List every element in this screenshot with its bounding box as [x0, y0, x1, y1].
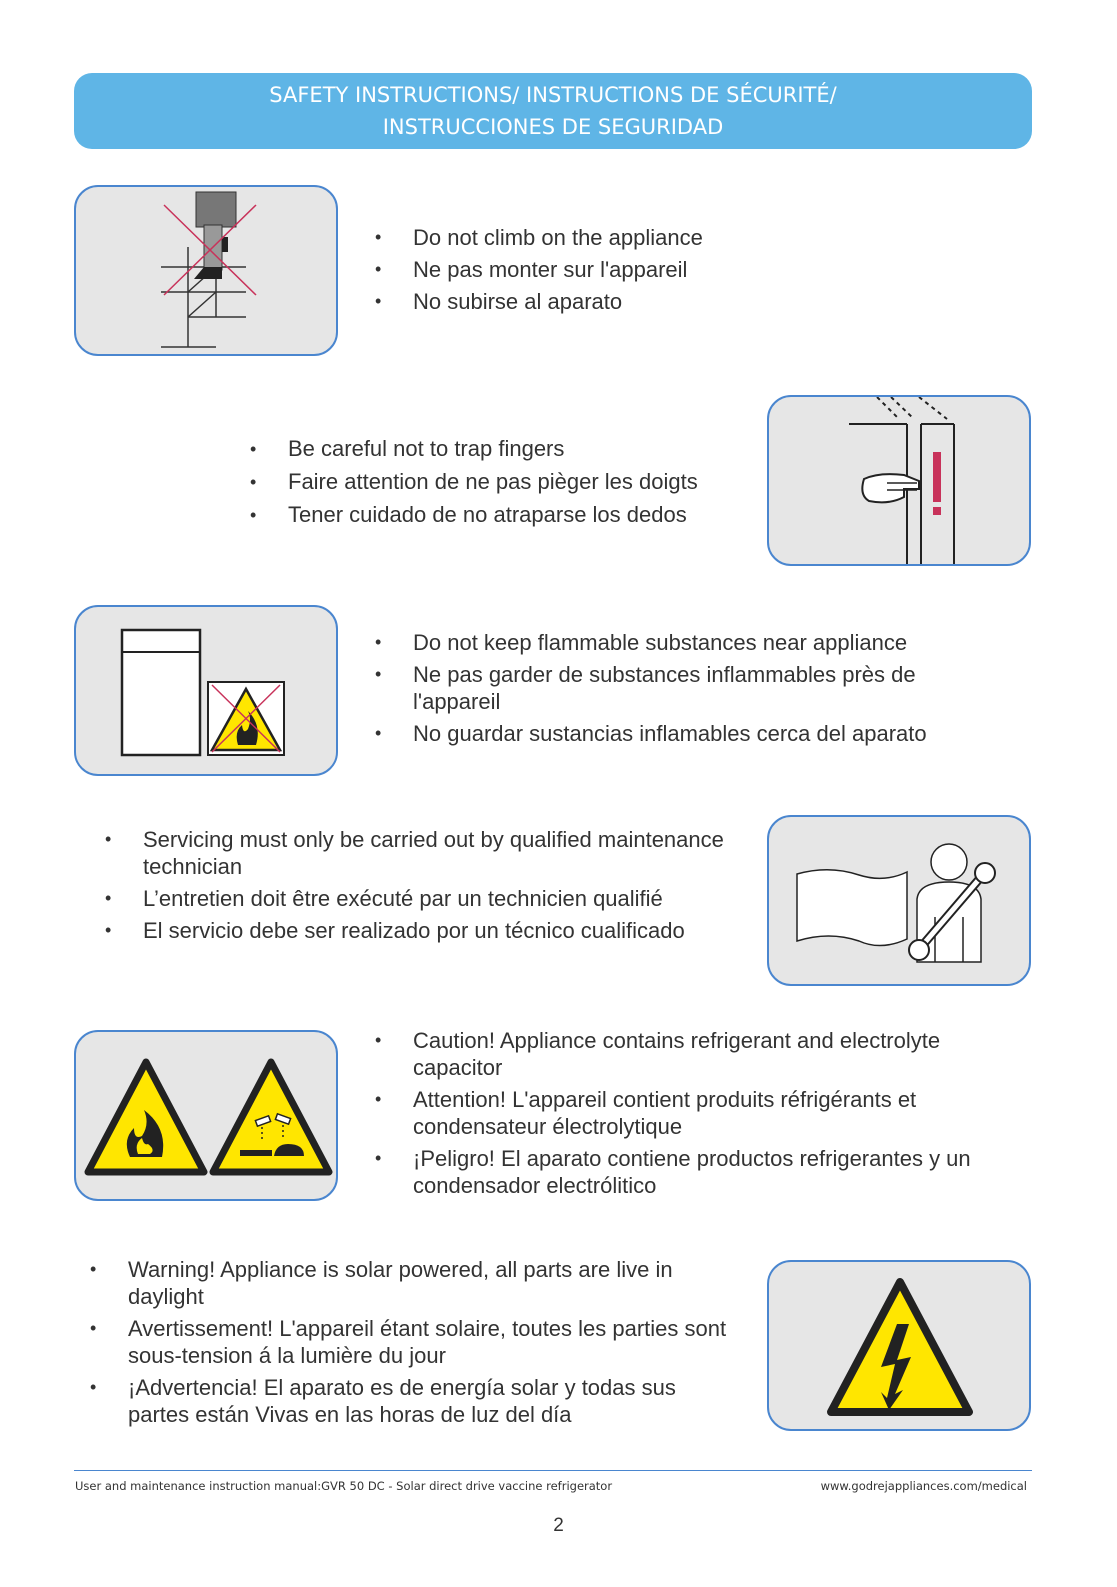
list-item: • ¡Peligro! El aparato contiene productos refrigerantes y un condensador electrólitico [375, 1145, 1025, 1199]
page-number: 2 [553, 1515, 564, 1536]
list-item: • Caution! Appliance contains refrigerant and electrolyte capacitor [375, 1027, 1025, 1081]
technician-service-icon [767, 815, 1031, 986]
list-item: • Ne pas monter sur l'appareil [375, 256, 975, 283]
section-fingers-text [250, 435, 750, 534]
page-header [74, 73, 1032, 149]
header-title-line1: SAFETY INSTRUCTIONS/ INSTRUCTIONS DE SÉCURITÉ/ [269, 83, 837, 107]
section-solar-text [90, 1256, 740, 1433]
list-item: • Do not climb on the appliance [375, 224, 975, 251]
list-item: • El servicio debe ser realizado por un técnico cualificado [105, 917, 745, 944]
list-item: • Do not keep flammable substances near appliance [375, 629, 985, 656]
list-item: • Avertissement! L'appareil étant solaire, toutes les parties sont sous-tension á la lumière du jour [90, 1315, 740, 1369]
list-item: • Servicing must only be carried out by qualified maintenance technician [105, 826, 745, 880]
electric-shock-warning-icon [767, 1260, 1031, 1431]
section-flammable-text [375, 629, 985, 752]
footer-manual-title: User and maintenance instruction manual:GVR 50 DC - Solar direct drive vaccine refrigerator [75, 1479, 613, 1493]
no-climbing-icon [74, 185, 338, 356]
list-item: • Ne pas garder de substances inflammables près de l'appareil [375, 661, 985, 715]
list-item: • Be careful not to trap fingers [250, 435, 750, 463]
finger-trap-warning-icon [767, 395, 1031, 566]
list-item: • L’entretien doit être exécuté par un technicien qualifié [105, 885, 745, 912]
list-item: • Attention! L'appareil contient produits réfrigérants et condensateur électrolytique [375, 1086, 1025, 1140]
header-title-line2: INSTRUCCIONES DE SEGURIDAD [382, 115, 724, 139]
list-item: • No guardar sustancias inflamables cerca del aparato [375, 720, 985, 747]
flammable-corrosive-warning-icon [74, 1030, 338, 1201]
section-servicing-text [105, 826, 745, 949]
list-item: • Tener cuidado de no atraparse los dedos [250, 501, 750, 529]
no-flammable-icon [74, 605, 338, 776]
list-item: • Faire attention de ne pas pièger les doigts [250, 468, 750, 496]
list-item: • Warning! Appliance is solar powered, all parts are live in daylight [90, 1256, 740, 1310]
section-climb-text [375, 224, 975, 320]
footer-website: www.godrejappliances.com/medical [820, 1479, 1027, 1493]
list-item: • ¡Advertencia! El aparato es de energía solar y todas sus partes están Vivas en las horas de luz del día [90, 1374, 740, 1428]
section-refrigerant-text [375, 1027, 1025, 1204]
footer-divider [74, 1470, 1032, 1471]
list-item: • No subirse al aparato [375, 288, 975, 315]
